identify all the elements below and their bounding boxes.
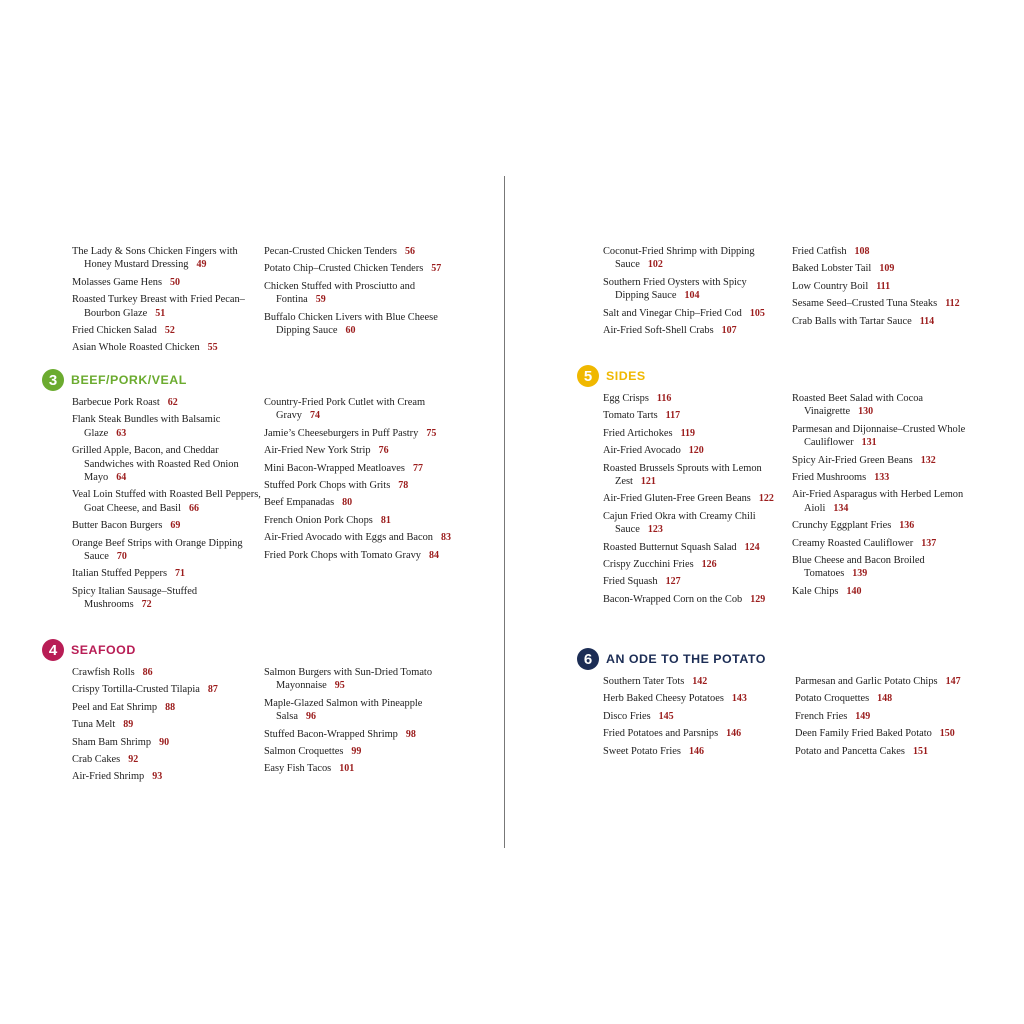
recipe-title: Air-Fried Avocado [603, 445, 681, 457]
page-number: 142 [692, 676, 708, 687]
recipe-title: Fried Potatoes and Parsnips [603, 728, 719, 740]
toc-entry [264, 514, 464, 527]
toc-entry [72, 736, 262, 749]
toc-entry [264, 311, 464, 338]
toc-entry [795, 710, 980, 723]
toc-entry [72, 396, 262, 409]
toc-entry [792, 392, 972, 419]
recipe-title: Fried Mushrooms [792, 472, 867, 484]
section-title: BEEF/PORK/VEAL [71, 373, 187, 387]
recipe-title: Salmon Burgers with Sun-Dried Tomato Mayonnaise [264, 667, 433, 692]
recipe-title: Potato and Pancetta Cakes [795, 745, 905, 757]
toc-entry [264, 666, 464, 693]
page-number: 121 [640, 476, 656, 488]
recipe-title: Grilled Apple, Bacon, and Cheddar Sandwiches with Roasted Red Onion Mayo [72, 445, 239, 484]
page-number: 114 [919, 315, 935, 327]
page-number: 56 [404, 246, 415, 257]
toc-entry [72, 537, 262, 564]
toc-entry [603, 492, 783, 505]
recipe-title: Potato Croquettes [795, 693, 870, 705]
toc-entry [72, 413, 262, 440]
toc-entry [72, 567, 262, 580]
toc-entry [792, 245, 972, 258]
page-number: 126 [701, 559, 717, 571]
page-number: 145 [658, 710, 674, 722]
recipe-title: Chicken Stuffed with Prosciutto and Fontina [264, 280, 416, 306]
toc-entry [792, 519, 972, 532]
recipe-title: Potato Chip–Crusted Chicken Tenders [264, 263, 424, 275]
page-number: 75 [426, 427, 437, 439]
recipe-title: Crispy Zucchini Fries [603, 559, 694, 571]
toc-entry [603, 245, 783, 272]
recipe-title: Egg Crisps [603, 393, 649, 404]
page-number: 92 [128, 754, 139, 766]
toc-entry [264, 728, 464, 741]
toc-entry [603, 692, 783, 705]
toc-entry [72, 683, 262, 696]
toc-entry [603, 307, 783, 320]
section-number-badge: 3 [42, 369, 64, 391]
page-number: 72 [141, 599, 152, 611]
recipe-title: Fried Squash [603, 576, 658, 588]
section-number-badge: 5 [577, 365, 599, 387]
recipe-title: Italian Stuffed Peppers [72, 568, 168, 580]
recipe-title: Peel and Eat Shrimp [72, 701, 158, 713]
page-number: 50 [170, 276, 181, 288]
toc-entry [264, 245, 464, 258]
page-number: 70 [116, 551, 127, 563]
toc-entry [264, 745, 464, 758]
recipe-title: Southern Tater Tots [603, 676, 685, 687]
recipe-title: Crab Balls with Tartar Sauce [792, 315, 912, 327]
toc-entry [72, 753, 262, 766]
toc-entry [603, 558, 783, 571]
toc-entry [603, 675, 783, 688]
toc-entry [792, 585, 972, 598]
page-number: 133 [874, 472, 890, 484]
toc-entry [603, 727, 783, 740]
page-number: 71 [175, 568, 186, 580]
section-heading-potato [577, 648, 766, 670]
page-number: 129 [750, 593, 766, 605]
toc-entry [72, 488, 262, 515]
toc-entry [72, 666, 262, 679]
page-number: 101 [339, 763, 355, 775]
toc-column [603, 245, 783, 341]
page-number: 120 [688, 445, 704, 457]
recipe-title: Roasted Butternut Squash Salad [603, 541, 737, 553]
recipe-title: Salt and Vinegar Chip–Fried Cod [603, 307, 742, 319]
recipe-title: Salmon Croquettes [264, 746, 344, 758]
page-number: 49 [196, 259, 207, 271]
toc-entry [792, 471, 972, 484]
recipe-title: Tomato Tarts [603, 410, 658, 422]
recipe-title: Baked Lobster Tail [792, 263, 872, 275]
page-number: 66 [188, 502, 199, 514]
recipe-title: Crawfish Rolls [72, 667, 135, 678]
toc-column [264, 245, 464, 341]
page-number: 90 [159, 736, 170, 748]
recipe-title: Parmesan and Dijonnaise–Crusted Whole Cauliflower [792, 423, 966, 449]
recipe-title: Air-Fried New York Strip [264, 445, 371, 457]
section-number-badge: 6 [577, 648, 599, 670]
recipe-title: The Lady & Sons Chicken Fingers with Honey Mustard Dressing [72, 246, 238, 271]
page-number: 136 [899, 520, 915, 532]
toc-entry [792, 454, 972, 467]
toc-entry [795, 675, 980, 688]
page-number: 78 [398, 480, 409, 492]
recipe-title: Air-Fried Gluten-Free Green Beans [603, 493, 751, 505]
recipe-title: Low Country Boil [792, 280, 869, 292]
toc-entry [264, 462, 464, 475]
recipe-title: Orange Beef Strips with Orange Dipping Sauce [72, 537, 243, 563]
recipe-title: Coconut-Fried Shrimp with Dipping Sauce [603, 246, 755, 271]
recipe-title: Jamie’s Cheeseburgers in Puff Pastry [264, 427, 419, 439]
toc-entry [72, 293, 262, 320]
toc-column [72, 245, 262, 359]
page-number: 107 [721, 325, 737, 337]
recipe-title: Stuffed Bacon-Wrapped Shrimp [264, 728, 398, 740]
recipe-title: Fried Catfish [792, 246, 847, 257]
recipe-title: Deen Family Fried Baked Potato [795, 728, 932, 740]
page-number: 111 [876, 280, 891, 292]
recipe-title: Crunchy Eggplant Fries [792, 520, 892, 532]
toc-entry [603, 427, 783, 440]
toc-column [72, 396, 262, 616]
toc-entry [72, 341, 262, 354]
recipe-title: Air-Fried Asparagus with Herbed Lemon Aioli [792, 489, 964, 514]
section-number-badge: 4 [42, 639, 64, 661]
toc-column [264, 666, 464, 780]
page-number: 117 [665, 410, 681, 422]
page-number: 105 [749, 307, 765, 319]
toc-entry [603, 409, 783, 422]
recipe-title: Bacon-Wrapped Corn on the Cob [603, 593, 743, 605]
recipe-title: Molasses Game Hens [72, 276, 163, 288]
toc-entry [72, 718, 262, 731]
toc-entry [72, 701, 262, 714]
recipe-title: Fried Chicken Salad [72, 325, 157, 337]
toc-entry [795, 692, 980, 705]
toc-entry [264, 697, 464, 724]
page-number: 143 [731, 693, 747, 705]
recipe-title: Fried Artichokes [603, 427, 673, 439]
page-number: 80 [342, 497, 353, 509]
toc-entry [264, 280, 464, 307]
toc-entry [603, 745, 783, 758]
page-number: 84 [428, 549, 439, 561]
page-number: 147 [945, 676, 961, 687]
page-number: 139 [852, 568, 868, 580]
recipe-title: Spicy Air-Fried Green Beans [792, 454, 913, 466]
recipe-title: Beef Empanadas [264, 497, 335, 509]
toc-entry [72, 585, 262, 612]
toc-entry [792, 297, 972, 310]
page-number: 99 [351, 746, 362, 758]
toc-entry [795, 745, 980, 758]
toc-entry [264, 549, 464, 562]
toc-entry [792, 537, 972, 550]
page-number: 108 [854, 246, 870, 257]
page-number: 93 [152, 771, 163, 783]
page-number: 151 [912, 745, 928, 757]
recipe-title: Maple-Glazed Salmon with Pineapple Salsa [264, 697, 423, 723]
recipe-title: Sweet Potato Fries [603, 745, 681, 757]
section-title: AN ODE TO THE POTATO [606, 652, 766, 666]
toc-entry [792, 315, 972, 328]
page-number: 146 [726, 728, 742, 740]
toc-entry [264, 396, 464, 423]
page-number: 55 [207, 342, 218, 354]
toc-column [603, 392, 783, 610]
page-number: 60 [345, 325, 356, 337]
page-number: 134 [833, 502, 849, 514]
page-number: 109 [879, 263, 895, 275]
recipe-title: Crab Cakes [72, 754, 121, 766]
page-number: 62 [167, 397, 178, 408]
page-number: 124 [744, 541, 760, 553]
section-heading-sides [577, 365, 646, 387]
toc-entry [72, 444, 262, 484]
recipe-title: Southern Fried Oysters with Spicy Dipping Sauce [603, 276, 747, 302]
toc-entry [792, 423, 972, 450]
toc-entry [603, 510, 783, 537]
recipe-title: Air-Fried Soft-Shell Crabs [603, 325, 714, 337]
page-number: 112 [945, 298, 960, 310]
page-number: 87 [207, 684, 218, 696]
page-number: 51 [155, 307, 166, 319]
page-number: 130 [858, 406, 874, 418]
page-number: 150 [939, 728, 955, 740]
toc-entry [792, 280, 972, 293]
recipe-title: Cajun Fried Okra with Creamy Chili Sauce [603, 510, 756, 536]
recipe-title: Spicy Italian Sausage–Stuffed Mushrooms [72, 585, 198, 611]
toc-entry [264, 762, 464, 775]
toc-entry [603, 462, 783, 489]
toc-column [792, 245, 972, 332]
page-number: 81 [380, 514, 391, 526]
page-number: 116 [656, 393, 672, 404]
page-number: 127 [665, 576, 681, 588]
toc-column [72, 666, 262, 788]
recipe-title: Creamy Roasted Cauliflower [792, 537, 914, 549]
page-number: 95 [334, 680, 345, 692]
section-title: SIDES [606, 369, 646, 383]
page-number: 63 [116, 427, 127, 439]
recipe-title: Tuna Melt [72, 719, 116, 731]
recipe-title: Herb Baked Cheesy Potatoes [603, 693, 724, 705]
toc-entry [72, 519, 262, 532]
toc-entry [792, 262, 972, 275]
page-number: 64 [116, 472, 127, 484]
page-number: 88 [165, 701, 176, 713]
toc-entry [264, 444, 464, 457]
recipe-title: Roasted Turkey Breast with Fried Pecan–Bourbon Glaze [72, 294, 245, 319]
recipe-title: Veal Loin Stuffed with Roasted Bell Peppers, Goat Cheese, and Basil [72, 489, 261, 514]
section-title: SEAFOOD [71, 643, 136, 657]
recipe-title: Country-Fried Pork Cutlet with Cream Gravy [264, 397, 426, 422]
page-number: 77 [412, 462, 423, 474]
toc-entry [72, 245, 262, 272]
recipe-title: Stuffed Pork Chops with Grits [264, 480, 391, 492]
recipe-title: French Fries [795, 710, 848, 722]
page-number: 119 [680, 427, 696, 439]
toc-entry [603, 444, 783, 457]
page-number: 98 [405, 728, 416, 740]
toc-entry [603, 593, 783, 606]
toc-column [603, 675, 783, 762]
recipe-title: Sham Bam Shrimp [72, 736, 152, 748]
page-number: 74 [309, 410, 320, 422]
recipe-title: Air-Fried Shrimp [72, 771, 145, 783]
page-number: 52 [164, 325, 175, 337]
toc-column [792, 392, 972, 602]
page-number: 122 [758, 493, 774, 505]
page-number: 104 [684, 290, 700, 302]
recipe-title: Roasted Brussels Sprouts with Lemon Zest [603, 462, 762, 488]
page-number: 59 [315, 294, 326, 306]
recipe-title: Kale Chips [792, 585, 839, 597]
toc-entry [264, 496, 464, 509]
toc-entry [72, 770, 262, 783]
recipe-title: Disco Fries [603, 710, 651, 722]
toc-entry [603, 541, 783, 554]
recipe-title: Parmesan and Garlic Potato Chips [795, 676, 938, 687]
section-heading-seafood [42, 639, 136, 661]
toc-entry [72, 324, 262, 337]
recipe-title: Blue Cheese and Bacon Broiled Tomatoes [792, 555, 925, 580]
recipe-title: Sesame Seed–Crusted Tuna Steaks [792, 298, 938, 310]
recipe-title: Air-Fried Avocado with Eggs and Bacon [264, 532, 433, 544]
recipe-title: Buffalo Chicken Livers with Blue Cheese Dipping Sauce [264, 311, 438, 337]
page-number: 149 [855, 710, 871, 722]
toc-entry [603, 392, 783, 405]
section-heading-beef [42, 369, 187, 391]
page-number: 89 [123, 719, 134, 731]
recipe-title: French Onion Pork Chops [264, 514, 373, 526]
recipe-title: Crispy Tortilla-Crusted Tilapia [72, 684, 200, 696]
page-gutter-divider [504, 176, 505, 848]
toc-entry [264, 479, 464, 492]
toc-entry [264, 262, 464, 275]
recipe-title: Roasted Beet Salad with Cocoa Vinaigrette [792, 393, 924, 418]
recipe-title: Flank Steak Bundles with Balsamic Glaze [72, 414, 221, 439]
page-number: 132 [920, 454, 936, 466]
toc-entry [603, 276, 783, 303]
page-number: 102 [647, 259, 663, 271]
recipe-title: Fried Pork Chops with Tomato Gravy [264, 549, 421, 561]
recipe-title: Mini Bacon-Wrapped Meatloaves [264, 462, 405, 474]
toc-entry [72, 276, 262, 289]
recipe-title: Pecan-Crusted Chicken Tenders [264, 246, 397, 257]
toc-entry [264, 531, 464, 544]
page-number: 96 [305, 711, 316, 723]
toc-entry [792, 488, 972, 515]
toc-entry [264, 427, 464, 440]
page-number: 69 [170, 520, 181, 532]
toc-entry [603, 324, 783, 337]
toc-entry [603, 575, 783, 588]
page-number: 137 [921, 537, 937, 549]
toc-entry [603, 710, 783, 723]
page-number: 86 [142, 667, 153, 678]
recipe-title: Asian Whole Roasted Chicken [72, 342, 200, 354]
page-number: 123 [647, 524, 663, 536]
page-number: 146 [688, 745, 704, 757]
page-number: 140 [846, 585, 862, 597]
recipe-title: Barbecue Pork Roast [72, 397, 160, 408]
recipe-title: Easy Fish Tacos [264, 763, 332, 775]
page-number: 76 [378, 445, 389, 457]
page-number: 148 [877, 693, 893, 705]
toc-entry [792, 554, 972, 581]
recipe-title: Butter Bacon Burgers [72, 520, 163, 532]
page-number: 131 [861, 437, 877, 449]
toc-entry [795, 727, 980, 740]
page-number: 57 [431, 263, 442, 275]
toc-column [795, 675, 980, 762]
page-number: 83 [441, 532, 451, 544]
toc-column [264, 396, 464, 566]
